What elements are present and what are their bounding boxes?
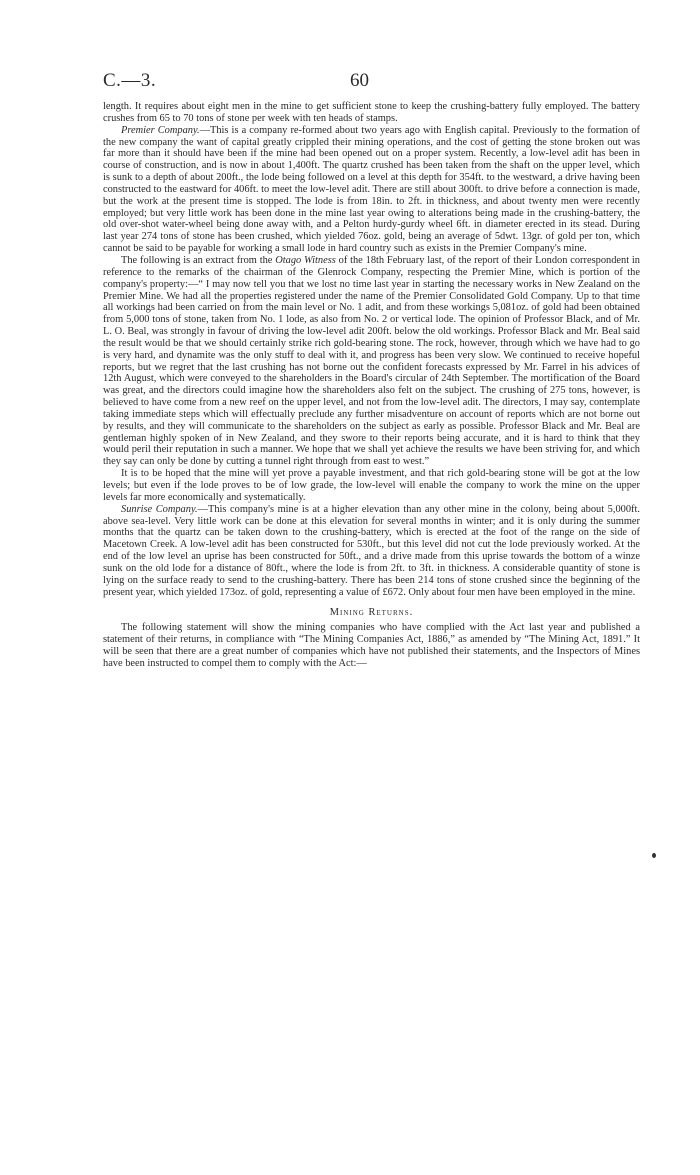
otago-witness-title: Otago Witness [275, 254, 336, 266]
paragraph-continuation: length. It requires about eight men in the mine to get sufficient stone to keep the crushing-battery fully employed. The battery crushes from 65 to 70 tons of stone per week with ten heads of stamps. [103, 101, 640, 124]
sunrise-company-text: —This company's mine is at a higher elevation than any other mine in the colony, being about 5,000ft. above sea-level. Very little work can be done at this elevation for several months in winter; and it is only during the summer months that the quartz can be taken down to the crushing-battery, which is erected at the foot of the range on the side of Macetown Creek. A low-level adit has been constructed for 530ft., but this level did not cut the lode previously worked. At the end of the low level an uprise has been constructed for 50ft., and a drive made from this uprise towards the bottom of a winze sunk on the old lode for a distance of 80ft., where the lode is from 2ft. to 3ft. in thickness. A considerable quantity of stone is lying on the surface ready to send to the crushing-battery. There has been 214 tons of stone crushed since the beginning of the present year, which yielded 173oz. of gold, representing a value of £672. Only about four men have been employed in the mine. [103, 503, 640, 598]
mining-returns-heading: Mining Returns. [329, 607, 414, 619]
paragraph-premier-company [103, 125, 640, 255]
extract-text: of the 18th February last, of the report of their London correspondent in reference to the remarks of the chairman of the Glenrock Company, respecting the Premier Mine, which is portion of the company's property:—“ I may now tell you that we lost no time last year in starting the necessary works in New Zealand on the Premier Mine. We had all the properties registered under the name of the Premier Consolidated Gold Company. Up to that time all workings had been carried on from the main level or No. 1 adit, and from these workings 5,081oz. of gold had been obtained from 5,000 tons of stone, taken from No. 1 lode, as also from No. 2 or vertical lode. The opinion of Professor Black, and of Mr. L. O. Beal, was strongly in favour of driving the low-level adit 200ft. below the old workings. Professor Black and Mr. Beal said the result would be that we should certainly strike rich gold-bearing stone. The rock, however, through which we have had to go is very hard, and dynamite was the only stuff to deal with it, and progress has been very slow. We continued to receive hopeful reports, but we regret that the last crushing has not borne out the confident forecasts expressed by Mr. Farrel in his advices of 12th August, which were conveyed to the shareholders in the Board's circular of 24th September. The mortification of the Board was great, and the directors could imagine how the shareholders also felt on the subject. The crushing of 275 tons, however, is believed to have come from a new reef on the upper level, and not from the low-level adit. The directors, I may say, contemplate taking immediate steps which will effectually preclude any further misadventure on account of reports which are not borne out by results, and they will communicate to the shareholders on the subject as early as possible. Professor Black and Mr. Beal are gentleman highly spoken of in New Zealand, and they swore to their reports being accurate, and it is hard to think that they would peril their reputation in such a manner. We hope that we shall yet achieve the results we have been striving for, and which they say can only be done by cutting a tunnel right through from east to west.” [103, 254, 641, 468]
body-text [103, 101, 640, 670]
premier-company-heading: Premier Company. [121, 124, 200, 136]
page-header [103, 70, 640, 92]
paragraph-otago-witness-extract [103, 255, 640, 468]
page-number: 60 [350, 70, 369, 91]
margin-mark [652, 853, 656, 858]
paragraph-mining-returns: The following statement will show the mining companies who have complied with the Act last year and published a statement of their returns, in compliance with “The Mining Companies Act, 1886,” as amended by “The Mining Act, 1891.” It will be seen that there are a great number of companies which have not published their statements, and the Inspectors of Mines have been instructed to compel them to comply with the Act:— [103, 622, 640, 669]
extract-intro: The following is an extract from the [121, 254, 276, 266]
paragraph-sunrise-company [103, 504, 640, 599]
sunrise-company-heading: Sunrise Company. [121, 503, 198, 515]
paragraph-hope: It is to be hoped that the mine will yet prove a payable investment, and that rich gold-bearing stone will be got at the low levels; but even if the lode proves to be of low grade, the low-level will enable the company to work the mine on the upper levels far more economically and systematically. [103, 468, 640, 503]
premier-company-text: —This is a company re-formed about two years ago with English capital. Previously to the formation of the new company the want of capital greatly crippled their mining operations, and the cost of getting the stone broken out was far more than it should have been if the mine had been opened out on a proper system. Recently, a low-level adit has been in course of construction, and is now in about 1,400ft. The quartz crushed has been taken from the shaft on the upper level, which is sunk to a depth of about 200ft., the lode being followed on a level at this depth for 354ft. to the westward, a drive having been constructed to the eastward for 406ft. to meet the low-level adit. There are still about 300ft. to drive before a connection is made, but the work at the present time is stopped. The lode is from 18in. to 2ft. in thickness, and about twenty men were recently employed; but very little work has been done in the mine last year owing to alterations being made in the crushing-battery, the old over-shot water-wheel being done away with, and a Pelton hurdy-gurdy wheel 6ft. in diameter erected in its stead. During last year 274 tons of stone has been crushed, which yielded 76oz. gold, being an average of 5dwt. 13gr. of gold per ton, which cannot be said to be payable for working a small lode in hard country such as exists in the Premier Company's mine. [103, 124, 640, 255]
document-reference: C.—3. [103, 70, 157, 91]
